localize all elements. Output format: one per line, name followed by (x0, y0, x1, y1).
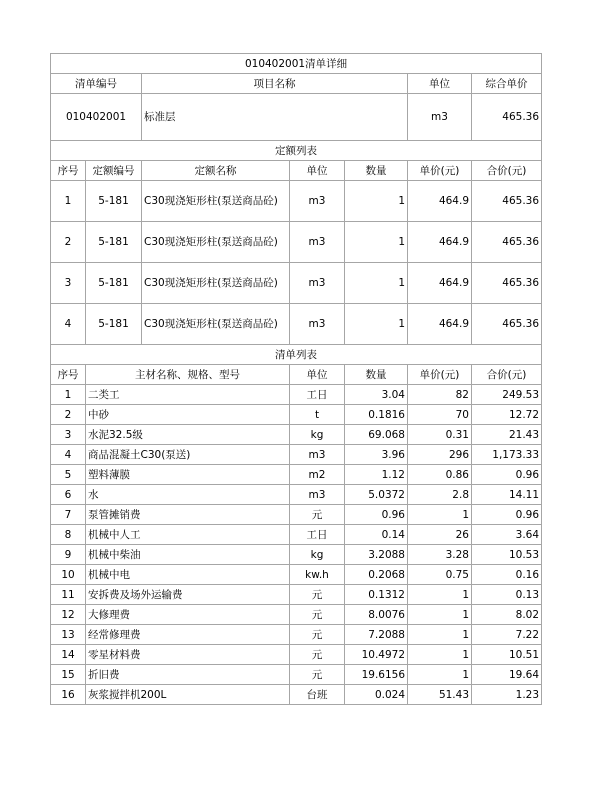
material-cell: 中砂 (86, 405, 290, 425)
material-cell: 经常修理费 (86, 625, 290, 645)
material-cell: 0.96 (472, 465, 542, 485)
material-cell: 6 (51, 485, 86, 505)
material-cell: 14 (51, 645, 86, 665)
quota-column-header: 数量 (345, 161, 408, 181)
material-cell: 0.96 (345, 505, 408, 525)
material-cell: 泵管摊销费 (86, 505, 290, 525)
material-cell: 0.2068 (345, 565, 408, 585)
material-cell: 3.96 (345, 445, 408, 465)
material-cell: 元 (290, 665, 345, 685)
name-header: 项目名称 (142, 74, 408, 94)
materials-column-header: 单价(元) (408, 365, 472, 385)
material-cell: 水 (86, 485, 290, 505)
code-header: 清单编号 (51, 74, 142, 94)
unit-header: 单位 (408, 74, 472, 94)
quota-row (51, 304, 542, 345)
material-cell: kg (290, 425, 345, 445)
material-cell: 大修理费 (86, 605, 290, 625)
material-cell: 21.43 (472, 425, 542, 445)
material-cell: 16 (51, 685, 86, 705)
material-cell: 1 (408, 585, 472, 605)
material-cell: 3 (51, 425, 86, 445)
material-cell: 元 (290, 585, 345, 605)
material-cell: 10 (51, 565, 86, 585)
material-cell: 1 (408, 505, 472, 525)
quota-column-header: 定额编号 (86, 161, 142, 181)
quota-section-title: 定额列表 (51, 141, 542, 161)
quota-cell: 1 (51, 181, 86, 222)
material-cell: 8.0076 (345, 605, 408, 625)
material-cell: 2 (51, 405, 86, 425)
quota-cell: m3 (290, 304, 345, 345)
quota-cell: 5-181 (86, 304, 142, 345)
material-cell: 1 (408, 605, 472, 625)
material-row (51, 605, 542, 625)
material-cell: 7 (51, 505, 86, 525)
quota-column-header: 定额名称 (142, 161, 290, 181)
material-cell: 26 (408, 525, 472, 545)
quota-cell: 1 (345, 304, 408, 345)
material-cell: 安拆费及场外运输费 (86, 585, 290, 605)
material-row (51, 565, 542, 585)
material-row (51, 465, 542, 485)
material-cell: 0.14 (345, 525, 408, 545)
material-cell: 2.8 (408, 485, 472, 505)
material-cell: 15 (51, 665, 86, 685)
quota-cell: 1 (345, 181, 408, 222)
table-title: 010402001清单详细 (51, 54, 542, 74)
quota-cell: C30现浇矩形柱(泵送商品砼) (142, 263, 290, 304)
materials-column-header: 合价(元) (472, 365, 542, 385)
materials-header-row (51, 365, 542, 385)
materials-column-header: 序号 (51, 365, 86, 385)
material-row (51, 445, 542, 465)
quota-header-row (51, 161, 542, 181)
material-row (51, 485, 542, 505)
material-cell: 7.22 (472, 625, 542, 645)
material-cell: 10.51 (472, 645, 542, 665)
quota-cell: 465.36 (472, 304, 542, 345)
material-cell: 1 (408, 625, 472, 645)
material-cell: 3.64 (472, 525, 542, 545)
material-cell: 灰浆搅拌机200L (86, 685, 290, 705)
bill-price: 465.36 (472, 94, 542, 141)
material-cell: 70 (408, 405, 472, 425)
quota-row (51, 263, 542, 304)
material-cell: 机械中柴油 (86, 545, 290, 565)
materials-column-header: 单位 (290, 365, 345, 385)
material-cell: 69.068 (345, 425, 408, 445)
material-row (51, 525, 542, 545)
material-cell: 82 (408, 385, 472, 405)
material-cell: 1 (408, 645, 472, 665)
material-cell: 5 (51, 465, 86, 485)
material-cell: 0.31 (408, 425, 472, 445)
material-row (51, 425, 542, 445)
quota-row (51, 181, 542, 222)
material-cell: 零星材料费 (86, 645, 290, 665)
material-cell: 3.04 (345, 385, 408, 405)
material-cell: 工日 (290, 525, 345, 545)
materials-section-title: 清单列表 (51, 345, 542, 365)
material-cell: 机械中人工 (86, 525, 290, 545)
material-cell: 元 (290, 645, 345, 665)
price-header: 综合单价 (472, 74, 542, 94)
quota-cell: m3 (290, 181, 345, 222)
quota-cell: 464.9 (408, 181, 472, 222)
material-cell: 0.1312 (345, 585, 408, 605)
material-cell: 1.12 (345, 465, 408, 485)
material-cell: kw.h (290, 565, 345, 585)
quota-cell: 465.36 (472, 263, 542, 304)
material-cell: 12 (51, 605, 86, 625)
material-row (51, 505, 542, 525)
quota-cell: 5-181 (86, 263, 142, 304)
quota-cell: 2 (51, 222, 86, 263)
material-cell: 10.53 (472, 545, 542, 565)
material-row (51, 585, 542, 605)
material-cell: 13 (51, 625, 86, 645)
material-cell: 12.72 (472, 405, 542, 425)
quota-cell: m3 (290, 222, 345, 263)
quota-cell: C30现浇矩形柱(泵送商品砼) (142, 304, 290, 345)
material-row (51, 625, 542, 645)
material-row (51, 685, 542, 705)
material-cell: 5.0372 (345, 485, 408, 505)
material-cell: 元 (290, 605, 345, 625)
material-cell: 8 (51, 525, 86, 545)
material-cell: 塑料薄膜 (86, 465, 290, 485)
material-cell: 9 (51, 545, 86, 565)
quota-cell: 5-181 (86, 181, 142, 222)
material-cell: 296 (408, 445, 472, 465)
material-cell: 4 (51, 445, 86, 465)
material-cell: 3.2088 (345, 545, 408, 565)
material-cell: 10.4972 (345, 645, 408, 665)
quota-row (51, 222, 542, 263)
material-cell: 0.96 (472, 505, 542, 525)
material-cell: 19.6156 (345, 665, 408, 685)
quota-cell: 464.9 (408, 263, 472, 304)
material-cell: 7.2088 (345, 625, 408, 645)
quota-column-header: 合价(元) (472, 161, 542, 181)
material-row (51, 545, 542, 565)
material-row (51, 665, 542, 685)
material-cell: 折旧费 (86, 665, 290, 685)
quota-cell: m3 (290, 263, 345, 304)
materials-column-header: 主材名称、规格、型号 (86, 365, 290, 385)
material-cell: 元 (290, 625, 345, 645)
material-cell: 1 (51, 385, 86, 405)
material-cell: 249.53 (472, 385, 542, 405)
quota-cell: 1 (345, 222, 408, 263)
material-cell: 14.11 (472, 485, 542, 505)
quota-cell: 1 (345, 263, 408, 304)
bill-code: 010402001 (51, 94, 142, 141)
quota-cell: 464.9 (408, 222, 472, 263)
material-cell: kg (290, 545, 345, 565)
material-cell: 0.1816 (345, 405, 408, 425)
quota-cell: 465.36 (472, 222, 542, 263)
quota-cell: 464.9 (408, 304, 472, 345)
material-cell: 1.23 (472, 685, 542, 705)
material-cell: 0.16 (472, 565, 542, 585)
materials-column-header: 数量 (345, 365, 408, 385)
quota-cell: 465.36 (472, 181, 542, 222)
material-cell: 1 (408, 665, 472, 685)
quota-column-header: 单价(元) (408, 161, 472, 181)
material-row (51, 645, 542, 665)
material-cell: 0.75 (408, 565, 472, 585)
material-cell: 11 (51, 585, 86, 605)
material-cell: t (290, 405, 345, 425)
material-row (51, 385, 542, 405)
material-cell: 1,173.33 (472, 445, 542, 465)
material-cell: 0.86 (408, 465, 472, 485)
material-cell: 水泥32.5级 (86, 425, 290, 445)
quota-cell: C30现浇矩形柱(泵送商品砼) (142, 222, 290, 263)
bill-detail-table (50, 53, 542, 705)
bill-unit: m3 (408, 94, 472, 141)
material-cell: 19.64 (472, 665, 542, 685)
material-row (51, 405, 542, 425)
material-cell: 机械中电 (86, 565, 290, 585)
quota-cell: 4 (51, 304, 86, 345)
material-cell: 台班 (290, 685, 345, 705)
material-cell: 二类工 (86, 385, 290, 405)
material-cell: m3 (290, 485, 345, 505)
material-cell: 商品混凝土C30(泵送) (86, 445, 290, 465)
quota-column-header: 单位 (290, 161, 345, 181)
quota-column-header: 序号 (51, 161, 86, 181)
material-cell: 元 (290, 505, 345, 525)
bill-name: 标准层 (142, 94, 408, 141)
material-cell: 51.43 (408, 685, 472, 705)
quota-cell: 5-181 (86, 222, 142, 263)
material-cell: 8.02 (472, 605, 542, 625)
material-cell: 0.024 (345, 685, 408, 705)
material-cell: 工日 (290, 385, 345, 405)
material-cell: 3.28 (408, 545, 472, 565)
quota-cell: C30现浇矩形柱(泵送商品砼) (142, 181, 290, 222)
material-cell: m2 (290, 465, 345, 485)
quota-cell: 3 (51, 263, 86, 304)
material-cell: 0.13 (472, 585, 542, 605)
material-cell: m3 (290, 445, 345, 465)
